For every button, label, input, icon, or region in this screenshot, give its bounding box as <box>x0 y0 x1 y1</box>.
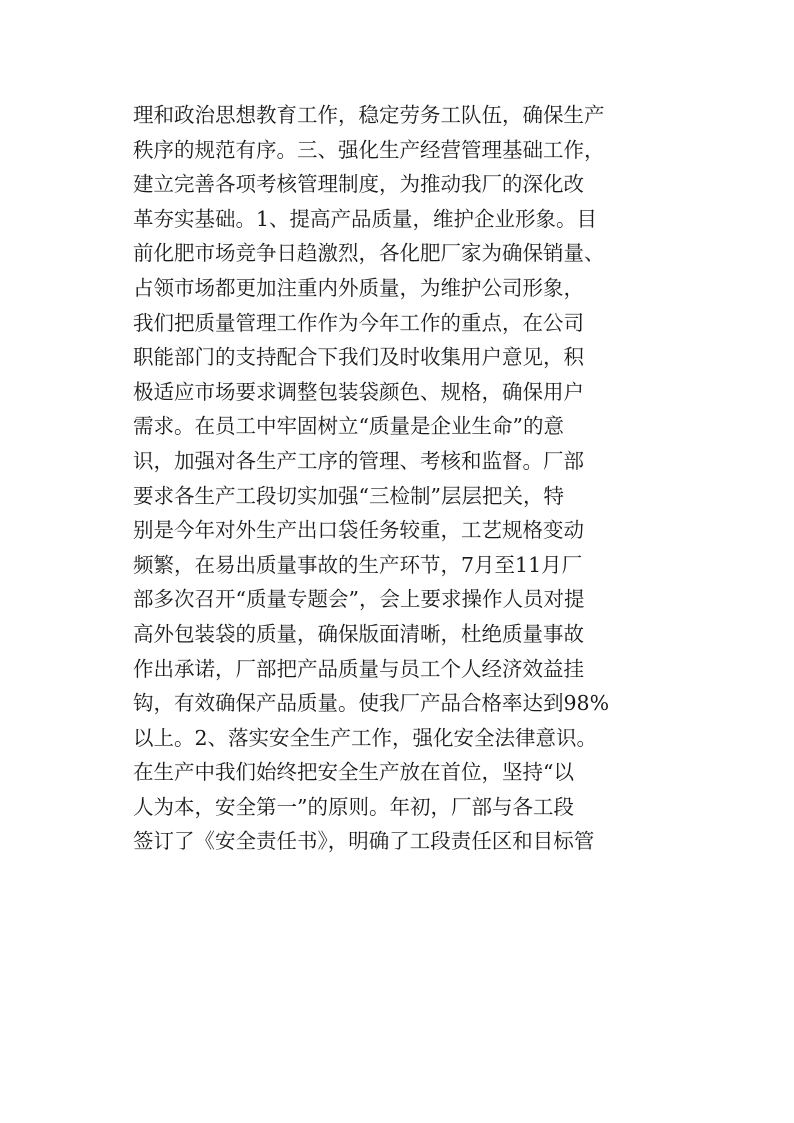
text-line: 识，加强对各生产工序的管理、考核和监督。厂部 <box>133 448 584 473</box>
text-line: 钩，有效确保产品质量。使我厂产品合格率达到98% <box>133 691 610 716</box>
text-line: 作出承诺，厂部把产品质量与员工个人经济效益挂 <box>133 656 584 681</box>
text-line: 我们把质量管理工作作为今年工作的重点，在公司 <box>133 310 584 335</box>
text-line: 理和政治思想教育工作，稳定劳务工队伍，确保生产 <box>133 103 605 127</box>
text-line: 秩序的规范有序。三、强化生产经营管理基础工作， <box>133 137 605 162</box>
body-text <box>133 98 678 859</box>
text-line: 别是今年对外生产出口袋任务较重，工艺规格变动 <box>133 518 584 543</box>
text-line: 要求各生产工段切实加强“三检制”层层把关，特 <box>133 483 564 508</box>
text-line: 在生产中我们始终把安全生产放在首位，坚持“以 <box>133 760 574 785</box>
text-line: 高外包装袋的质量，确保版面清晰，杜绝质量事故 <box>133 621 584 646</box>
text-line: 部多次召开“质量专题会”，会上要求操作人员对提 <box>133 587 585 612</box>
text-line: 频繁，在易出质量事故的生产环节，7月至11月厂 <box>133 552 583 577</box>
text-line: 以上。2、落实安全生产工作，强化安全法律意识。 <box>133 725 598 750</box>
text-line: 职能部门的支持配合下我们及时收集用户意见，积 <box>133 345 584 370</box>
text-line: 极适应市场要求调整包装袋颜色、规格，确保用户 <box>133 379 584 404</box>
text-line: 人为本，安全第一”的原则。年初，厂部与各工段 <box>133 794 574 819</box>
text-line: 签订了《安全责任书》，明确了工段责任区和目标管 <box>133 829 595 854</box>
text-line: 需求。在员工中牢固树立“质量是企业生命”的意 <box>133 414 564 439</box>
text-line: 前化肥市场竞争日趋激烈，各化肥厂家为确保销量、 <box>133 241 605 266</box>
text-line: 占领市场都更加注重内外质量，为维护公司形象， <box>133 275 584 300</box>
text-line: 建立完善各项考核管理制度，为推动我厂的深化改 <box>133 172 584 197</box>
text-line: 革夯实基础。1、提高产品质量，维护企业形象。目 <box>133 206 598 231</box>
